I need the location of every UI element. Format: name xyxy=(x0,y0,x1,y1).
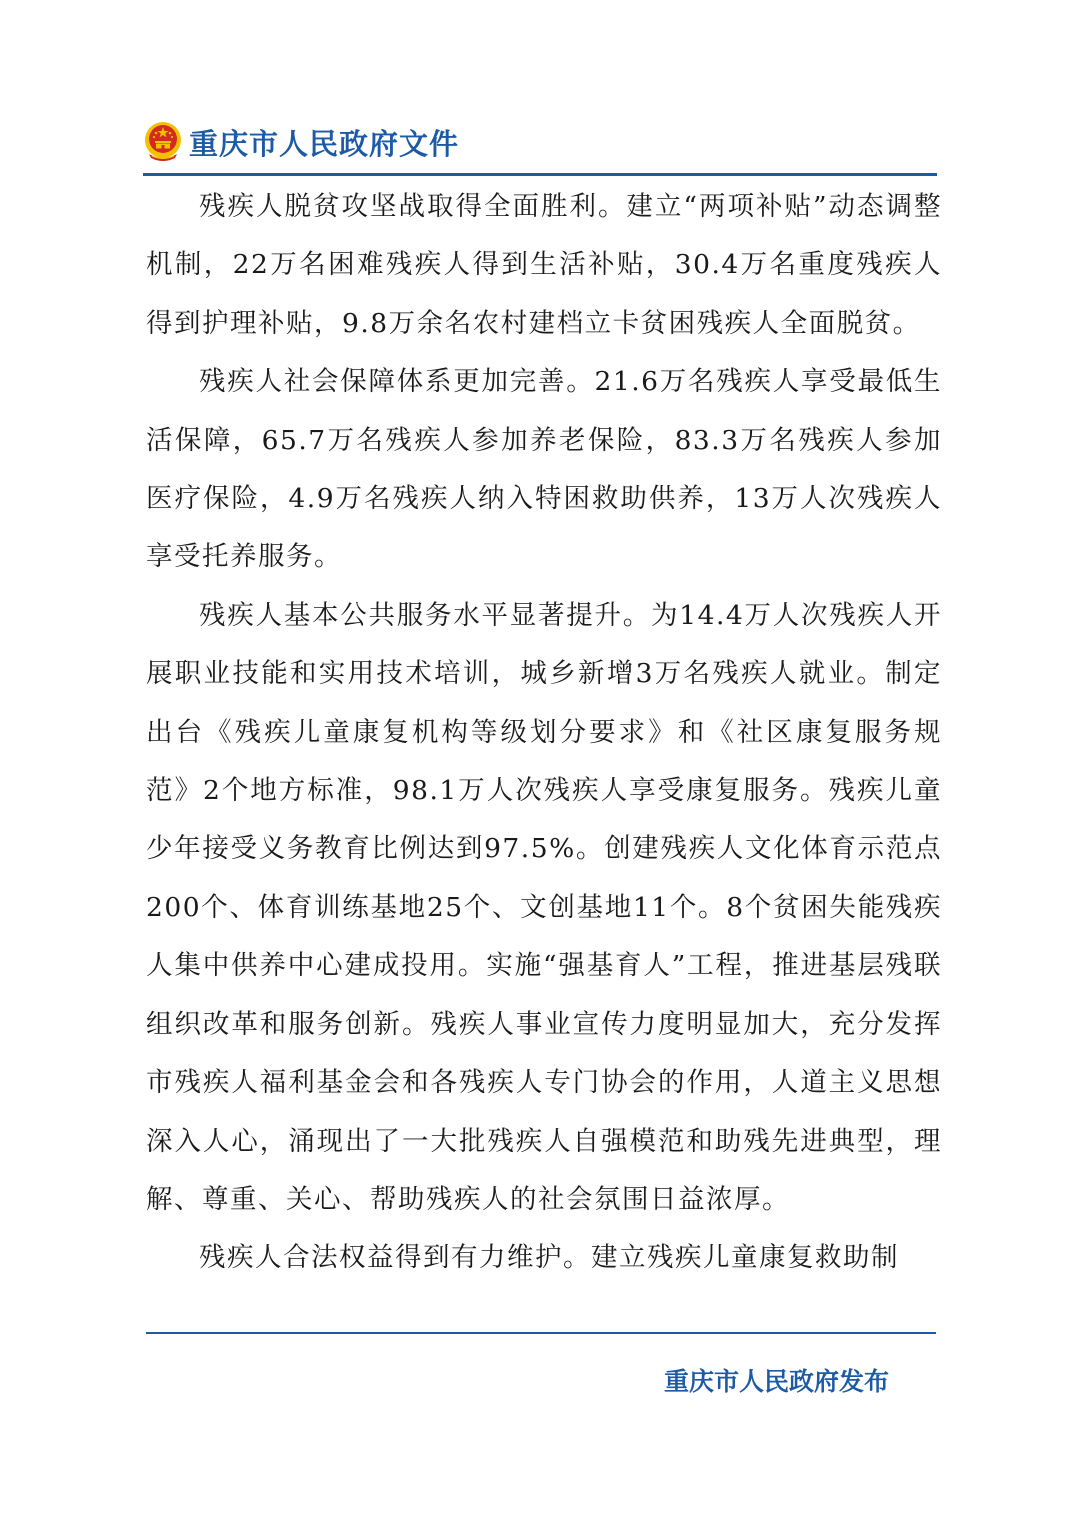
national-emblem-icon xyxy=(143,120,183,164)
header-divider xyxy=(143,173,937,176)
document-header xyxy=(143,118,459,166)
paragraph: 残疾人社会保障体系更加完善。21.6万名残疾人享受最低生活保障，65.7万名残疾人参加养老保险，83.3万名残疾人参加医疗保险，4.9万名残疾人纳入特困救助供养，13万人次残疾人享受托养服务。 xyxy=(146,366,942,573)
paragraph: 残疾人脱贫攻坚战取得全面胜利。建立“两项补贴”动态调整机制，22万名困难残疾人得到生活补贴，30.4万名重度残疾人得到护理补贴，9.8万余名农村建档立卡贫困残疾人全面脱贫。 xyxy=(146,191,942,339)
document-body xyxy=(146,178,942,1288)
paragraph: 残疾人基本公共服务水平显著提升。为14.4万人次残疾人开展职业技能和实用技术培训，城乡新增3万名残疾人就业。制定出台《残疾儿童康复机构等级划分要求》和《社区康复服务规范》2个地方标准，98.1万人次残疾人享受康复服务。残疾儿童少年接受义务教育比例达到97.5%。创建残疾人文化体育示范点200个、体育训练基地25个、文创基地11个。8个贫困失能残疾人集中供养中心建成投用。实施“强基育人”工程，推进基层残联组织改革和服务创新。残疾人事业宣传力度明显加大，充分发挥市残疾人福利基金会和各残疾人专门协会的作用，人道主义思想深入人心，涌现出了一大批残疾人自强模范和助残先进典型，理解、尊重、关心、帮助残疾人的社会氛围日益浓厚。 xyxy=(146,599,942,1215)
footer-publisher: 重庆市人民政府发布 xyxy=(664,1367,890,1396)
paragraph: 残疾人合法权益得到有力维护。建立残疾儿童康复救助制 xyxy=(199,1242,899,1274)
footer-divider xyxy=(146,1332,936,1334)
header-title: 重庆市人民政府文件 xyxy=(189,126,460,161)
